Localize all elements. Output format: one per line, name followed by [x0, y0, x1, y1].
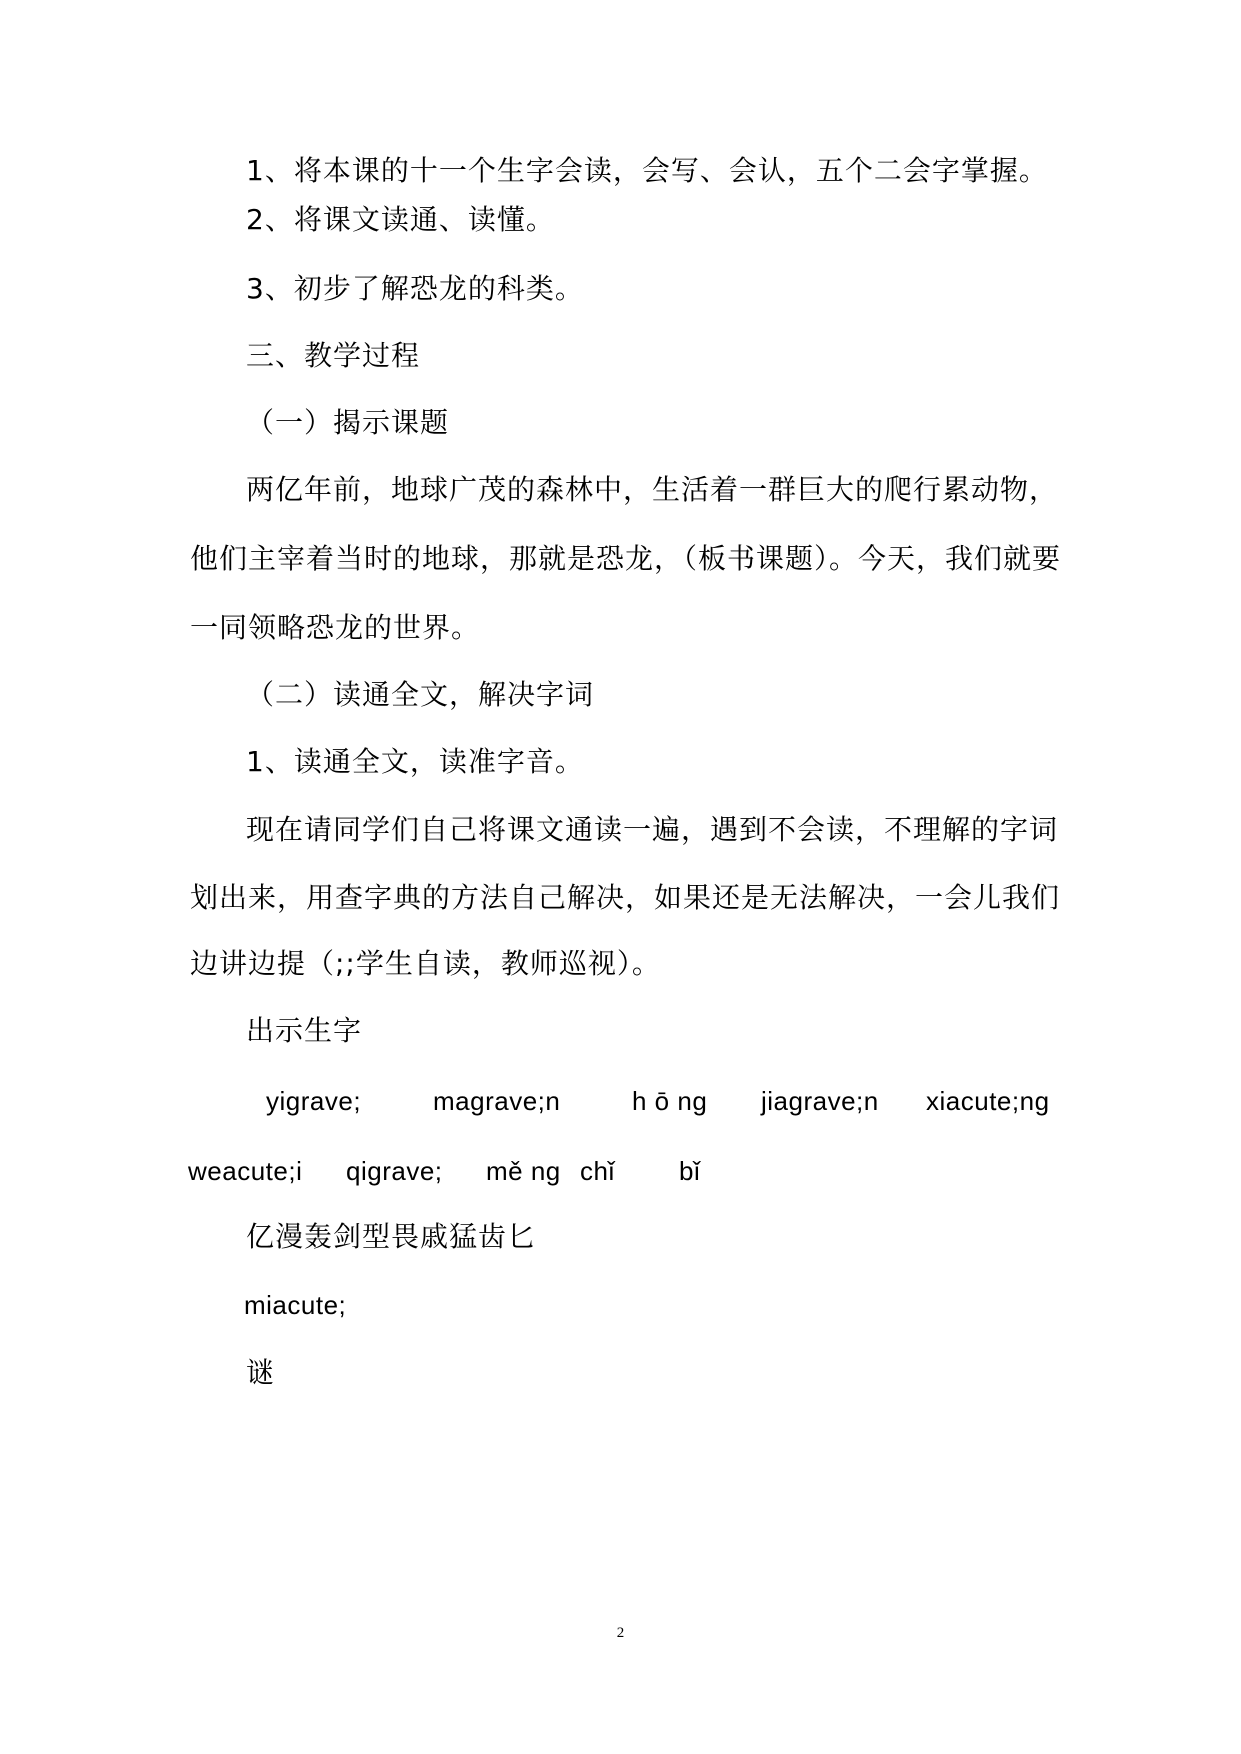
paragraph-instructions-line-1: 现在请同学们自己将课文通读一遍，遇到不会读，不理解的字词 — [246, 813, 1059, 846]
pinyin-item: mě ng — [486, 1156, 561, 1186]
pinyin-item: yigrave; — [266, 1086, 362, 1116]
paragraph-intro-line-3: 一同领略恐龙的世界。 — [190, 611, 481, 644]
paragraph-instructions-line-3: 边讲边提（;;学生自读，教师巡视）。 — [190, 947, 661, 980]
section-heading-teaching-process: 三、教学过程 — [246, 339, 421, 372]
paragraph-instructions-line-2: 划出来，用查字典的方法自己解决，如果还是无法解决，一会儿我们 — [190, 881, 1061, 914]
new-characters-list: 亿漫轰剑型畏戚猛齿匕 — [246, 1220, 537, 1253]
pinyin-item: xiacute;ng — [926, 1086, 1050, 1116]
pinyin-item: qigrave; — [346, 1156, 443, 1186]
pinyin-item: magrave;n — [433, 1086, 561, 1116]
character-mi: 谜 — [246, 1356, 276, 1389]
subheading-reveal-topic: （一）揭示课题 — [246, 406, 450, 439]
pinyin-item: weacute;i — [188, 1156, 303, 1186]
pinyin-item: chǐ — [580, 1156, 615, 1186]
objective-3: 3、初步了解恐龙的科类。 — [246, 272, 584, 305]
paragraph-intro-line-1: 两亿年前，地球广茂的森林中，生活着一群巨大的爬行累动物， — [246, 473, 1059, 506]
heading-show-new-characters: 出示生字 — [246, 1014, 363, 1047]
objective-2: 2、将课文读通、读懂。 — [246, 203, 555, 236]
paragraph-intro-line-2: 他们主宰着当时的地球，那就是恐龙，（板书课题）。今天，我们就要 — [190, 542, 1062, 575]
step-read-accurately: 1、读通全文，读准字音。 — [246, 745, 584, 778]
pinyin-row-2 — [0, 1153, 1241, 1189]
objective-1: 1、将本课的十一个生字会读，会写、会认，五个二会字掌握。 — [246, 154, 1048, 187]
pinyin-mi: miacute; — [244, 1290, 347, 1320]
pinyin-item: jiagrave;n — [761, 1086, 879, 1116]
pinyin-item: bǐ — [679, 1156, 701, 1186]
page-number: 2 — [616, 1625, 625, 1641]
subheading-read-through: （二）读通全文，解决字词 — [246, 678, 595, 711]
pinyin-item: h ō ng — [632, 1086, 708, 1116]
pinyin-row-1 — [0, 1083, 1241, 1119]
